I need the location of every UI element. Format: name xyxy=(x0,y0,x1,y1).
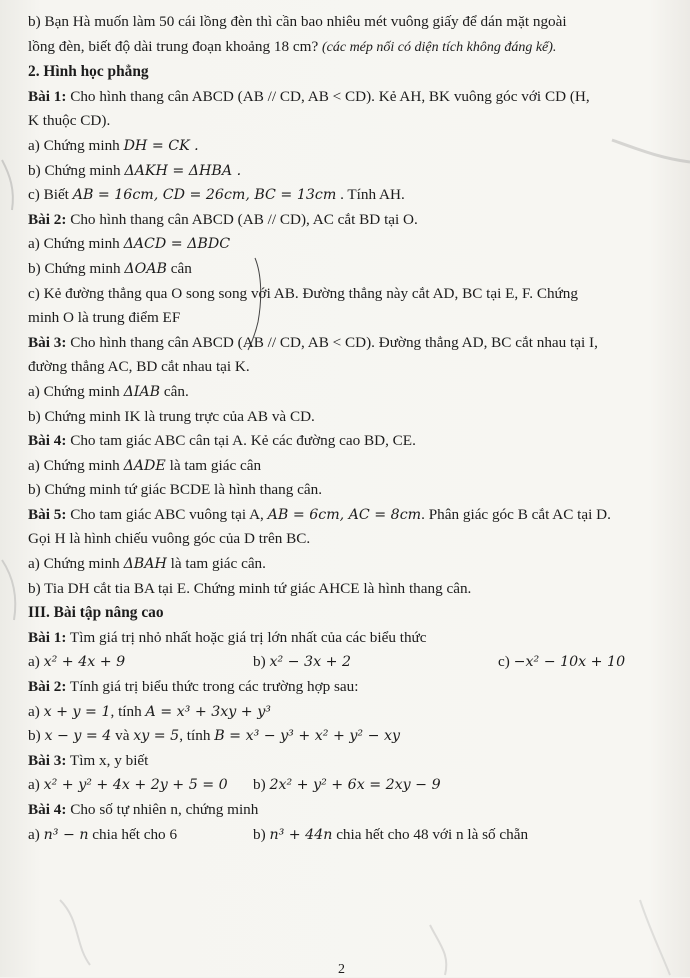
advanced-1-parts xyxy=(18,650,678,675)
advanced-3-part-b xyxy=(253,773,498,798)
exercise-5-prompt-cont: Gọi H là hình chiếu vuông góc của D trên BC. xyxy=(28,530,311,548)
part-label: b) xyxy=(253,653,270,671)
math-expression: x² + y² + 4x + 2y + 5 = 0 xyxy=(43,777,228,794)
intro-note: (các mép nối có diện tích không đáng kể). xyxy=(321,39,557,55)
exercise-5-text: Cho tam giác ABC vuông tại A, xyxy=(66,505,268,523)
math-expression: DH = CK . xyxy=(123,137,199,154)
intro-question-line2 xyxy=(18,35,678,61)
math-expression: x² + 4x + 9 xyxy=(43,654,126,671)
advanced-1-part-a xyxy=(28,650,253,675)
part-text: , tính xyxy=(110,702,146,720)
part-label: b) Chứng minh xyxy=(28,259,125,277)
advanced-1-label: Bài 1: xyxy=(28,628,67,646)
math-expression: ΔAKH = ΔHBA . xyxy=(124,162,242,179)
part-label: a) xyxy=(28,825,44,843)
advanced-4-label: Bài 4: xyxy=(28,801,67,818)
advanced-3-prompt xyxy=(18,749,678,774)
exercise-2-text: Cho hình thang cân ABCD (AB // CD), AC cắt BD tại O. xyxy=(66,210,418,228)
part-label: b) xyxy=(28,727,45,745)
part-label: a) Chứng minh xyxy=(28,555,124,573)
exercise-5-part-b: b) Tia DH cắt tia BA tại E. Chứng minh tứ giác AHCE là hình thang cân. xyxy=(28,579,472,597)
math-expression: −x² − 10x + 10 xyxy=(513,654,626,671)
math-expression: ΔACD = ΔBDC xyxy=(123,236,231,253)
exercise-1-text: Cho hình thang cân ABCD (AB // CD, AB < CD). Kẻ AH, BK vuông góc với CD (H, xyxy=(66,87,590,105)
exercise-1-part-b xyxy=(18,159,678,184)
math-expression: n³ − n xyxy=(43,826,89,843)
part-label: a) xyxy=(28,653,44,671)
advanced-4-part-b xyxy=(253,823,528,848)
part-label: b) Chứng minh xyxy=(28,161,125,179)
part-text: là tam giác cân. xyxy=(166,555,266,573)
math-expression: 2x² + y² + 6x = 2xy − 9 xyxy=(269,777,441,794)
exercise-2-label: Bài 2: xyxy=(28,210,67,228)
page-number: 2 xyxy=(338,962,345,977)
exercise-5-label: Bài 5: xyxy=(28,505,67,523)
part-label: b) xyxy=(253,776,270,794)
part-label: a) Chứng minh xyxy=(28,136,124,154)
document-body xyxy=(18,10,678,847)
exercise-5-text-end: . Phân giác góc B cắt AC tại D. xyxy=(421,505,611,523)
advanced-2-part-a xyxy=(18,700,678,725)
advanced-3-text: Tìm x, y biết xyxy=(66,751,149,769)
part-label: c) Biết xyxy=(28,186,73,204)
part-label: c) xyxy=(498,653,514,671)
part-label: a) xyxy=(28,776,44,794)
math-expression: xy = 5 xyxy=(133,728,180,745)
advanced-4-part-a xyxy=(28,823,253,848)
exercise-1-part-c xyxy=(18,183,678,208)
advanced-1-part-b xyxy=(253,650,498,675)
exercise-1-label: Bài 1: xyxy=(28,87,67,105)
part-label: b) xyxy=(253,825,270,843)
exercise-5-prompt xyxy=(18,503,678,528)
exercise-5-part-a xyxy=(18,552,678,577)
exercise-3-part-a xyxy=(18,380,678,405)
exercise-4-part-a xyxy=(18,454,678,479)
advanced-3-part-a xyxy=(28,773,253,798)
math-expression: ΔIAB xyxy=(123,383,161,400)
exercise-3-prompt-cont: đường thẳng AC, BD cắt nhau tại K. xyxy=(28,358,250,376)
exercise-3-part-b: b) Chứng minh IK là trung trực của AB và CD. xyxy=(28,407,315,425)
exercise-1-part-a xyxy=(18,134,678,159)
advanced-2-prompt xyxy=(18,675,678,700)
exercise-3-label: Bài 3: xyxy=(28,333,67,351)
advanced-1-prompt xyxy=(18,626,678,651)
exercise-4-prompt xyxy=(18,429,678,454)
advanced-3-label: Bài 3: xyxy=(28,751,67,769)
advanced-4-text: Cho số tự nhiên n, chứng minh xyxy=(66,801,259,818)
math-expression: n³ + 44n xyxy=(269,826,333,843)
exercise-1-prompt xyxy=(18,85,678,110)
exercise-3-prompt xyxy=(18,331,678,356)
exercise-4-text: Cho tam giác ABC cân tại A. Kẻ các đường cao BD, CE. xyxy=(66,432,416,450)
part-label: a) Chứng minh xyxy=(28,382,124,400)
part-label: a) Chứng minh xyxy=(28,235,124,253)
part-label: a) xyxy=(28,702,44,720)
exercise-2-prompt xyxy=(18,208,678,233)
advanced-1-text: Tìm giá trị nhỏ nhất hoặc giá trị lớn nhất của các biểu thức xyxy=(66,628,427,646)
part-text: chia hết cho 6 xyxy=(88,825,178,843)
math-expression: AB = 16cm, CD = 26cm, BC = 13cm xyxy=(72,187,337,204)
math-expression: x − y = 4 xyxy=(44,728,112,745)
advanced-2-text: Tính giá trị biểu thức trong các trường hợp sau: xyxy=(66,678,359,696)
part-text: là tam giác cân xyxy=(165,456,262,474)
exercise-2-part-a xyxy=(18,232,678,257)
part-text: . Tính AH. xyxy=(336,186,405,204)
section-heading-advanced: III. Bài tập nâng cao xyxy=(28,604,164,622)
math-expression: x + y = 1 xyxy=(43,703,111,720)
part-text: , tính xyxy=(179,727,215,745)
section-heading-plane-geometry: 2. Hình học phẳng xyxy=(28,63,149,81)
exercise-2-part-c: c) Kẻ đường thẳng qua O song song với AB. Đường thẳng này cắt AD, BC tại E, F. Chứng xyxy=(28,284,578,302)
intro-text: lồng đèn, biết độ dài trung đoạn khoảng 18 cm? xyxy=(28,37,322,55)
part-text: chia hết cho 48 với n là số chẵn xyxy=(332,825,529,843)
advanced-4-prompt xyxy=(18,798,678,823)
part-text: cân xyxy=(166,259,192,277)
exercise-1-prompt-cont: K thuộc CD). xyxy=(28,112,111,130)
exercise-4-part-b: b) Chứng minh tứ giác BCDE là hình thang cân. xyxy=(28,481,323,499)
exercise-2-part-b xyxy=(18,257,678,282)
intro-question-line1: b) Bạn Hà muốn làm 50 cái lồng đèn thì cần bao nhiêu mét vuông giấy để dán mặt ngoài xyxy=(28,13,567,30)
advanced-3-parts xyxy=(18,773,678,798)
advanced-2-part-b xyxy=(18,724,678,749)
exercise-2-part-c-cont: minh O là trung điểm EF xyxy=(28,309,181,327)
advanced-1-part-c xyxy=(498,650,678,675)
part-label: a) Chứng minh xyxy=(28,456,124,474)
advanced-4-parts xyxy=(18,823,678,848)
math-expression: ΔBAH xyxy=(123,556,167,573)
math-expression: ΔADE xyxy=(123,457,166,474)
advanced-2-label: Bài 2: xyxy=(28,678,67,696)
part-text: và xyxy=(111,727,134,745)
exercise-3-text: Cho hình thang cân ABCD (AB // CD, AB < CD). Đường thẳng AD, BC cắt nhau tại I, xyxy=(66,333,598,351)
math-expression: x² − 3x + 2 xyxy=(269,654,352,671)
math-expression: B = x³ − y³ + x² + y² − xy xyxy=(214,728,400,745)
exercise-4-label: Bài 4: xyxy=(28,432,67,450)
part-text: cân. xyxy=(160,382,189,400)
math-expression: AB = 6cm, AC = 8cm xyxy=(267,506,422,523)
math-expression: ΔOAB xyxy=(124,260,167,277)
math-expression: A = x³ + 3xy + y³ xyxy=(145,703,271,720)
